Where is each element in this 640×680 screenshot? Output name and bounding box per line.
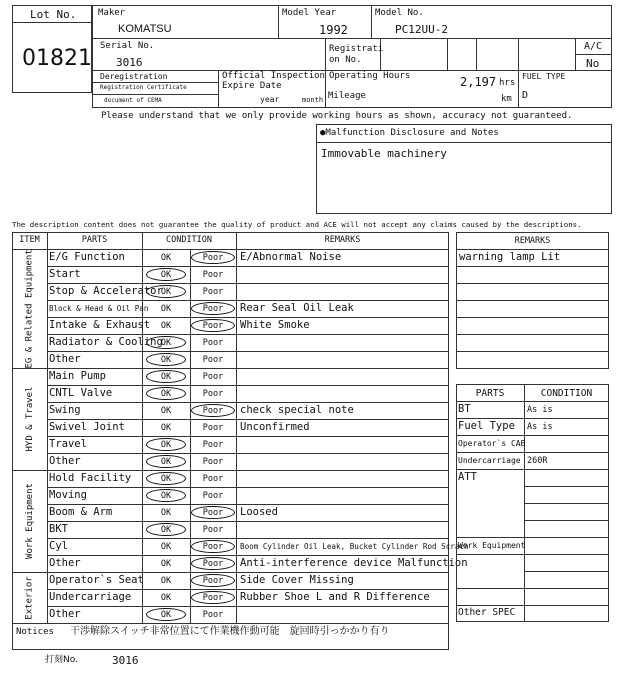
model-year-value: 1992 [319,23,348,37]
part-name: Radiator & Cooling [49,336,163,348]
ok-circle-mark [146,336,186,349]
stamp-value: 3016 [112,654,139,667]
ok-circle-mark [146,268,186,281]
poor-option: Poor [202,389,224,399]
remark-text: Anti-interference device Malfunction [240,557,468,569]
operating-hours-value: 2,197 [460,75,497,89]
part-name: Undercarriage [49,591,132,603]
poor-circle-mark [191,557,235,570]
ok-circle-mark [146,285,186,298]
poor-option: Poor [202,525,224,535]
poor-circle-mark [191,404,235,417]
ok-option: OK [160,338,172,348]
other-spec-label: Other SPEC [458,607,516,618]
ok-circle-mark [146,455,186,468]
part-name: Travel [49,438,87,450]
notices-label: Notices [16,627,54,637]
lot-number: 01821 [22,46,92,71]
remark-text: Unconfirmed [240,421,310,433]
km-label: km [501,94,512,104]
mileage-label: Mileage [328,91,366,101]
poor-option: Poor [202,576,224,586]
part-name: Cyl [49,540,68,552]
ok-option: OK [160,406,172,416]
part-name: Other [49,353,81,365]
operating-hours-label: Operating Hours [329,71,411,81]
ok-circle-mark [146,387,186,400]
ok-option: OK [160,304,172,314]
part-name: Moving [49,489,87,501]
table-row [47,368,449,385]
right-part-condition: As is [527,422,553,432]
group-label: EG & Related Equipment [24,248,35,368]
group-label: HYD & Travel [24,386,35,452]
table-row [47,487,449,504]
header-parts: PARTS [81,235,108,245]
model-year-label: Model Year [282,8,337,18]
ok-option: OK [160,355,172,365]
ok-circle-mark [146,370,186,383]
ok-option: OK [160,389,172,399]
year-label: year [260,95,280,104]
header-item: ITEM [19,235,40,245]
poor-option: Poor [202,423,224,433]
registration-certificate-label: Registration Certificate [100,84,187,91]
ok-option: OK [160,610,172,620]
ok-option: OK [160,491,172,501]
poor-option: Poor [202,491,224,501]
ok-option: OK [160,270,172,280]
ok-option: OK [160,542,172,552]
part-name: BKT [49,523,68,535]
deregistration-label: Deregistration [100,72,168,81]
poor-circle-mark [191,540,235,553]
part-name: Other [49,608,81,620]
table-row [47,606,449,623]
part-name: Block & Head & Oil Pan [49,304,149,313]
right-condition-header: CONDITION [540,388,593,399]
ok-option: OK [160,559,172,569]
ok-circle-mark [146,489,186,502]
right-remarks-header: REMARKS [514,236,551,246]
part-name: Operator`s Seat [49,574,144,586]
poor-circle-mark [191,302,235,315]
ok-option: OK [160,423,172,433]
right-part-name: Fuel Type [458,420,515,432]
ok-option: OK [160,440,172,450]
poor-option: Poor [202,542,224,552]
poor-option: Poor [202,287,224,297]
ok-option: OK [160,457,172,467]
poor-option: Poor [202,559,224,569]
poor-circle-mark [191,574,235,587]
header-remarks: REMARKS [324,235,361,245]
work-equipment-label: Work Equipment [458,541,526,550]
remark-text: Loosed [240,506,278,518]
poor-option: Poor [202,508,224,518]
remark-text: Rear Seal Oil Leak [240,302,354,314]
poor-circle-mark [191,591,235,604]
poor-option: Poor [202,440,224,450]
poor-option: Poor [202,457,224,467]
remark-text: Boom Cylinder Oil Leak, Bucket Cylinder Rod Scrach [240,542,469,551]
remark-text: Rubber Shoe L and R Difference [240,591,430,603]
part-name: Main Pump [49,370,106,382]
ok-option: OK [160,321,172,331]
poor-option: Poor [202,593,224,603]
right-remark-row: warning lamp Lit [459,251,561,263]
part-name: Start [49,268,81,280]
part-name: Boom & Arm [49,506,113,518]
right-part-condition: As is [527,405,553,415]
month-label: month [302,96,324,104]
remark-text: White Smoke [240,319,310,331]
table-row [47,453,449,470]
serial-label: Serial No. [100,41,155,51]
malfunction-title: ●Malfunction Disclosure and Notes [320,128,499,138]
stamp-label: 打刻No. [45,655,78,665]
ok-option: OK [160,593,172,603]
group-label: Work Equipment [24,483,35,559]
poor-option: Poor [202,304,224,314]
ok-option: OK [160,474,172,484]
fuel-type-label: FUEL TYPE [522,72,566,81]
expire-label: Expire Date [222,81,282,91]
poor-option: Poor [202,270,224,280]
malfunction-text: Immovable machinery [321,147,447,160]
poor-option: Poor [202,406,224,416]
right-part-name: BT [458,403,471,415]
poor-option: Poor [202,321,224,331]
part-name: Hold Facility [49,472,132,484]
poor-circle-mark [191,506,235,519]
part-name: Intake & Exhaust [49,319,151,331]
poor-option: Poor [202,253,224,263]
right-part-name: Operator`s CAB [458,439,526,448]
fuel-type-value: D [522,90,529,101]
part-name: Swivel Joint [49,421,125,433]
maker-value: KOMATSU [118,23,172,35]
right-part-name: Undercarriage [458,456,521,465]
poor-option: Poor [202,338,224,348]
ok-option: OK [160,508,172,518]
ok-option: OK [160,287,172,297]
ok-option: OK [160,525,172,535]
part-name: CNTL Valve [49,387,113,399]
ok-circle-mark [146,523,186,536]
model-no-value: PC12UU-2 [395,23,448,36]
part-name: Stop & Accelerator [49,285,163,297]
table-row [47,266,449,283]
poor-option: Poor [202,355,224,365]
table-row [47,521,449,538]
ok-circle-mark [146,472,186,485]
part-name: E/G Function [49,251,125,263]
maker-label: Maker [98,8,126,18]
ac-value: No [586,57,600,70]
table-row [47,436,449,453]
remark-text: Side Cover Missing [240,574,354,586]
att-label: ATT [458,471,477,483]
ok-circle-mark [146,438,186,451]
cema-label: document of CEMA [104,97,162,104]
part-name: Other [49,455,81,467]
right-part-condition: 260R [527,456,548,466]
remark-text: E/Abnormal Noise [240,251,342,263]
model-no-label: Model No. [375,8,424,18]
inspection-label: Official Inspection [222,71,325,81]
hrs-label: hrs [499,78,516,88]
registration-label: Registrati on No. [329,44,384,65]
poor-option: Poor [202,372,224,382]
poor-circle-mark [191,319,235,332]
ok-circle-mark [146,608,186,621]
part-name: Swing [49,404,81,416]
table-row [47,351,449,368]
poor-option: Poor [202,474,224,484]
ok-option: OK [160,372,172,382]
poor-option: Poor [202,610,224,620]
group-label: Exterior [24,575,35,620]
poor-circle-mark [191,251,235,264]
description-notice: The description content does not guarantee the quality of product and ACE will not accept any claims caused by the descriptions. [12,220,582,229]
ok-circle-mark [146,353,186,366]
remark-text: check special note [240,404,354,416]
right-parts-header: PARTS [475,388,505,399]
part-name: Other [49,557,81,569]
working-hours-notice: Please understand that we only provide working hours as shown, accuracy not guaranteed. [101,111,573,121]
lot-label: Lot No. [30,8,77,21]
notices-text: 干渉解除スイッチ非常位置にて作業機作動可能 旋回時引っかかり有り [70,626,390,637]
ok-option: OK [160,253,172,263]
ok-option: OK [160,576,172,586]
header-condition: CONDITION [165,235,213,245]
serial-value: 3016 [116,56,143,69]
ac-label: A/C [584,41,603,52]
